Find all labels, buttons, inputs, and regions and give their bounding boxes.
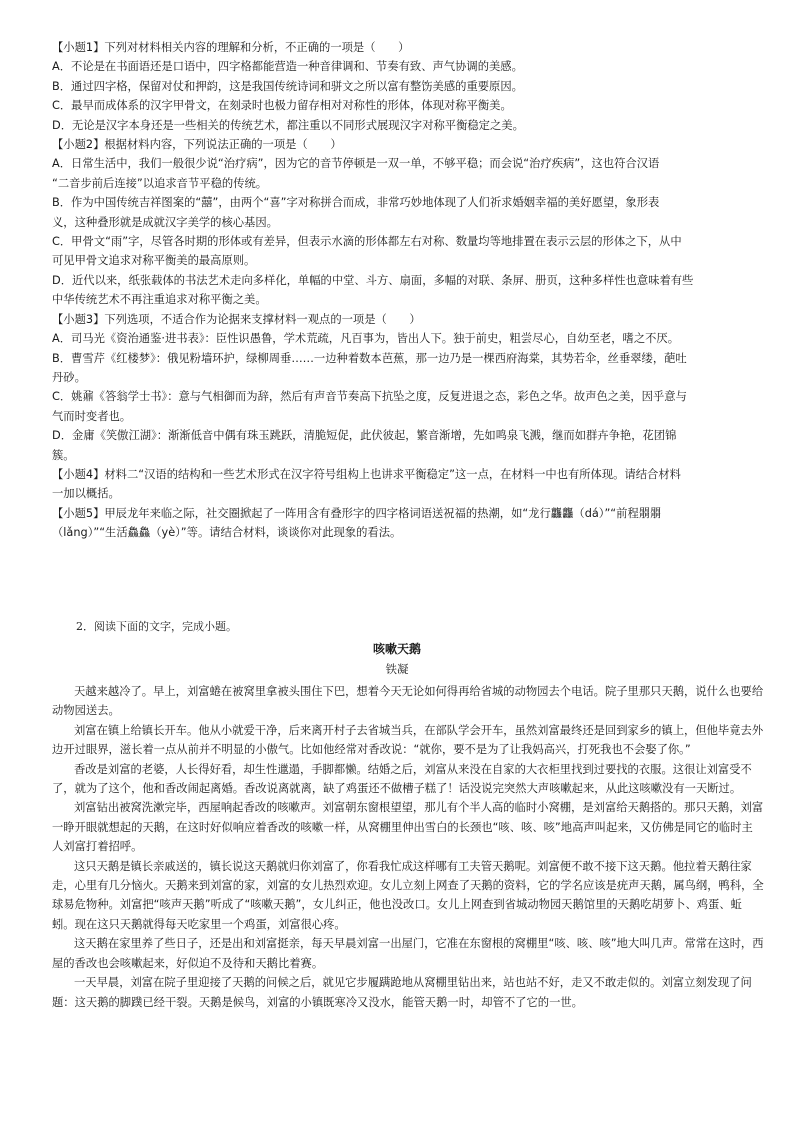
- story-paragraph: 刘富在镇上给镇长开车。他从小就爱干净，后来离开村子去省城当兵，在部队学会开车，虽然刘富最终还是回到家乡的镇上，但他毕竟去外边开过眼界，滋长着一点从前并不明显的小傲气。比如他经常对香改说：“就你，要不是为了让我妈高兴，打死我也不会娶了你。”: [52, 723, 764, 757]
- q2-option-c-line1: C．甲骨文“雨”字，尽管各时期的形体或有差异，但表示水滴的形体都左右对称、数量均等地排置在表示云层的形体之下，从中: [52, 235, 682, 249]
- q1-option-b: B．通过四字格，保留对仗和押韵，这是我国传统诗词和骈文之所以富有整饬美感的重要原因。: [52, 79, 523, 93]
- q5-line2: （lǎng）”“生活鱻鱻（yè）”等。请结合材料，谈谈你对此现象的看法。: [52, 526, 402, 540]
- q3-option-c-line1: C．姚鼐《答翁学士书》：意与气相御而为辞，然后有声音节奏高下抗坠之度，反复进退之态，彩色之华。故声色之美，因乎意与: [52, 390, 687, 404]
- q1-option-a: A．不论是在书面语还是口语中，四字格都能营造一种音律调和、节奏有致、声气协调的美感。: [52, 60, 523, 74]
- q2-option-d-line1: D．近代以来，纸张载体的书法艺术走向多样化，单幅的中堂、斗方、扇面，多幅的对联、条屏、册页，这种多样性也意味着有些: [52, 273, 694, 287]
- section-heading: 2．阅读下面的文字，完成小题。: [76, 620, 237, 633]
- q5-line1: 【小题5】甲辰龙年来临之际，社交圈掀起了一阵用含有叠形字的四字格词语送祝福的热潮，如“龙行龘龘（dá）”“前程朤朤: [52, 506, 662, 520]
- q2-stem: 【小题2】根据材料内容，下列说法正确的一项是（ ）: [52, 138, 342, 152]
- story-body: [52, 682, 764, 1012]
- q3-option-b-line1: B．曹雪芹《红楼梦》：俄见粉墙环护，绿柳周垂……一边种着数本芭蕉，那一边乃是一棵西府海棠，其势若伞，丝垂翠缕，葩吐: [52, 351, 687, 365]
- q2-option-b-line2: 义，这种叠形就是成就汉字美学的核心基因。: [52, 215, 278, 229]
- q1-stem: 【小题1】下列对材料相关内容的理解和分析，不正确的一项是（ ）: [52, 41, 410, 54]
- q1-option-d: D．无论是汉字本身还是一些相关的传统艺术，都注重以不同形式展现汉字对称平衡稳定之美。: [52, 118, 524, 132]
- q1-option-c: C．最早而成体系的汉字甲骨文，在刻录时也极力留存相对对称性的形体，体现对称平衡美。: [52, 99, 512, 113]
- story-paragraph: 天越来越冷了。早上，刘富蜷在被窝里拿被头围住下巴，想着今天无论如何得再给省城的动物园去个电话。院子里那只天鹅，说什么也要给动物园送去。: [52, 685, 764, 718]
- q2-option-a-line1: A．日常生活中，我们一般很少说“治疗病”，因为它的音节停顿是一双一单，不够平稳；而会说“治疗疾病”，这也符合汉语: [52, 157, 660, 171]
- story-paragraph: 这只天鹅是镇长亲戚送的，镇长说这天鹅就归你刘富了，你看我忙成这样哪有工夫管天鹅呢。刘富便不敢不接下这天鹅。他拉着天鹅往家走，心里有几分恼火。天鹅来到刘富的家，刘富的女儿热烈欢迎。女儿立刻上网查了天鹅的资料，它的学名应该是疣声天鹅，属鸟纲，鸭科，全球易危物种。刘富把“咳声天鹅”听成了“咳嗽天鹅”，女儿纠正，他也没改口。女儿上网查到省城动物园天鹅馆里的天鹅吃胡萝卜、鸡蛋、蚯蚓。现在这只天鹅就得每天吃家里一个鸡蛋，刘富很心疼。: [52, 859, 764, 931]
- q2-option-b-line1: B．作为中国传统吉祥图案的“囍”，由两个“喜”字对称拼合而成，非常巧妙地体现了人们祈求婚姻幸福的美好愿望，象形表: [52, 196, 660, 210]
- story-paragraph: 香改是刘富的老婆，人长得好看，却生性邋遢，手脚都懒。结婚之后，刘富从来没在自家的大衣柜里找到过要找的衣服。这很让刘富受不了，就为了这个，他和香改闹起离婚。香改说离就离，缺了鸡蛋还不做槽子糕了！话没说完突然大声咳嗽起来，从此这咳嗽没有一天断过。: [52, 762, 752, 796]
- story-paragraph: 刘富钻出被窝洗漱完毕，西屋响起香改的咳嗽声。刘富朝东窗根望望，那儿有个半人高的临时小窝棚，是刘富给天鹅搭的。那只天鹅，刘富一睁开眼就想起的天鹅，在这时好似响应着香改的咳嗽一样，从窝棚里伸出雪白的长颈也“咳、咳、咳”地高声叫起来，又仿佛是同它的临时主人刘富打着招呼。: [52, 801, 764, 854]
- question-block: [52, 38, 764, 543]
- q3-option-d-line1: D．金庸《笑傲江湖》：渐渐低音中偶有珠玉跳跃，清脆短促，此伏彼起，繁音渐增，先如鸣泉飞溅，继而如群卉争艳，花团锦: [52, 429, 677, 443]
- story-title: 咳嗽天鹅: [372, 642, 421, 656]
- q2-option-c-line2: 可见甲骨文追求对称平衡美的最高原则。: [52, 254, 256, 268]
- q4-line2: 一加以概括。: [52, 487, 120, 501]
- q3-option-b-line2: 丹砂。: [52, 370, 86, 384]
- q2-option-a-line2: “二音步前后连接”以追求音节平稳的传统。: [52, 176, 268, 190]
- q3-option-c-line2: 气而时变者也。: [52, 409, 132, 423]
- q2-option-d-line2: 中华传统艺术不再注重追求对称平衡之美。: [52, 293, 267, 307]
- story-author: 铁凝: [385, 662, 409, 676]
- story-paragraph: 这天鹅在家里养了些日子，还是出和刘富挺亲，每天早晨刘富一出屋门，它准在东窗根的窝棚里“咳、咳、咳”地大叫几声。常常在这时，西屋的香改也会咳嗽起来，好似迫不及待和天鹅比着赛。: [52, 937, 764, 970]
- q3-stem: 【小题3】下列选项，不适合作为论据来支撑材料一观点的一项是（ ）: [52, 312, 421, 326]
- story-paragraph: 一天早晨，刘富在院子里迎接了天鹅的问候之后，就见它步履蹒跄地从窝棚里钻出来，站也站不好，走又不敢走似的。刘富立刻发现了问题：这天鹅的脚蹼已经干裂。天鹅是候鸟，刘富的小镇既寒冷又没水，能管天鹅一时，却管不了它的一世。: [52, 976, 752, 1009]
- q3-option-d-line2: 簇。: [52, 448, 75, 462]
- q3-option-a: A．司马光《资治通鉴·进书表》：臣性识愚鲁，学术荒疏，凡百事为，皆出人下。独于前史，粗尝尽心，自幼至老，嗜之不厌。: [52, 332, 680, 346]
- q4-line1: 【小题4】材料二“汉语的结构和一些艺术形式在汉字符号组构上也讲求平衡稳定”这一点，在材料一中也有所体现。请结合材料: [52, 467, 681, 481]
